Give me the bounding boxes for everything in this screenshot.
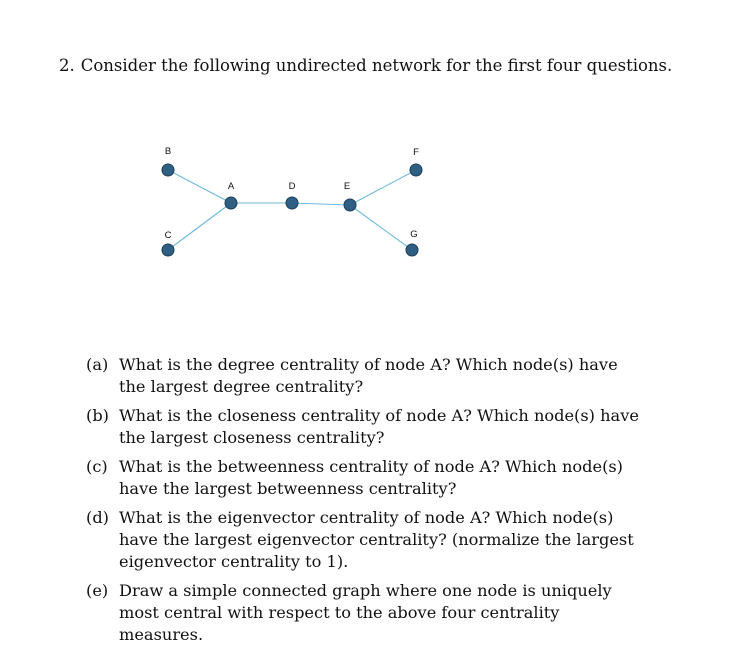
question-text: Draw a simple connected graph where one node is uniquely most central with respect to the above four centrality measures. (119, 581, 612, 644)
node-label-e: E (343, 181, 351, 192)
question-text: What is the closeness centrality of node A? Which node(s) have the largest closeness centrality? (119, 406, 639, 447)
node-c (162, 244, 174, 256)
question-text: What is the betweenness centrality of node A? Which node(s) have the largest betweenness centrality? (119, 457, 624, 498)
node-a (225, 197, 237, 209)
node-label-a: A (227, 181, 235, 192)
edge-d-e (292, 203, 350, 205)
question-label: (c) (86, 457, 108, 476)
edge-c-a (168, 203, 231, 250)
node-b (162, 164, 174, 176)
node-f (410, 164, 422, 176)
question-item-d (86, 507, 646, 573)
node-label-g: G (410, 229, 418, 240)
edge-e-f (350, 170, 416, 205)
question-text: What is the degree centrality of node A? Which node(s) have the largest degree centrality? (119, 355, 618, 396)
question-intro-text: Consider the following undirected network for the first four questions. (80, 56, 673, 75)
question-item-b (86, 405, 646, 449)
question-label: (a) (86, 355, 109, 374)
edge-b-a (168, 170, 231, 203)
graph-labels (165, 146, 420, 241)
question-text: What is the eigenvector centrality of node A? Which node(s) have the largest eigenvector centrality? (normalize the largest eigenvector centrality to 1). (119, 508, 634, 571)
node-e (344, 199, 356, 211)
node-label-f: F (413, 147, 419, 158)
question-label: (e) (86, 581, 109, 600)
node-label-b: B (164, 146, 172, 157)
question-item-a (86, 354, 646, 398)
node-label-d: D (288, 181, 296, 192)
question-label: (b) (86, 406, 109, 425)
question-list (86, 354, 646, 653)
node-g (406, 244, 418, 256)
question-item-c (86, 456, 646, 500)
edge-e-g (350, 205, 412, 250)
graph-nodes (162, 164, 422, 256)
question-label: (d) (86, 508, 109, 527)
node-d (286, 197, 298, 209)
node-label-c: C (164, 230, 172, 241)
question-number: 2. (59, 56, 75, 75)
question-item-e (86, 580, 646, 646)
